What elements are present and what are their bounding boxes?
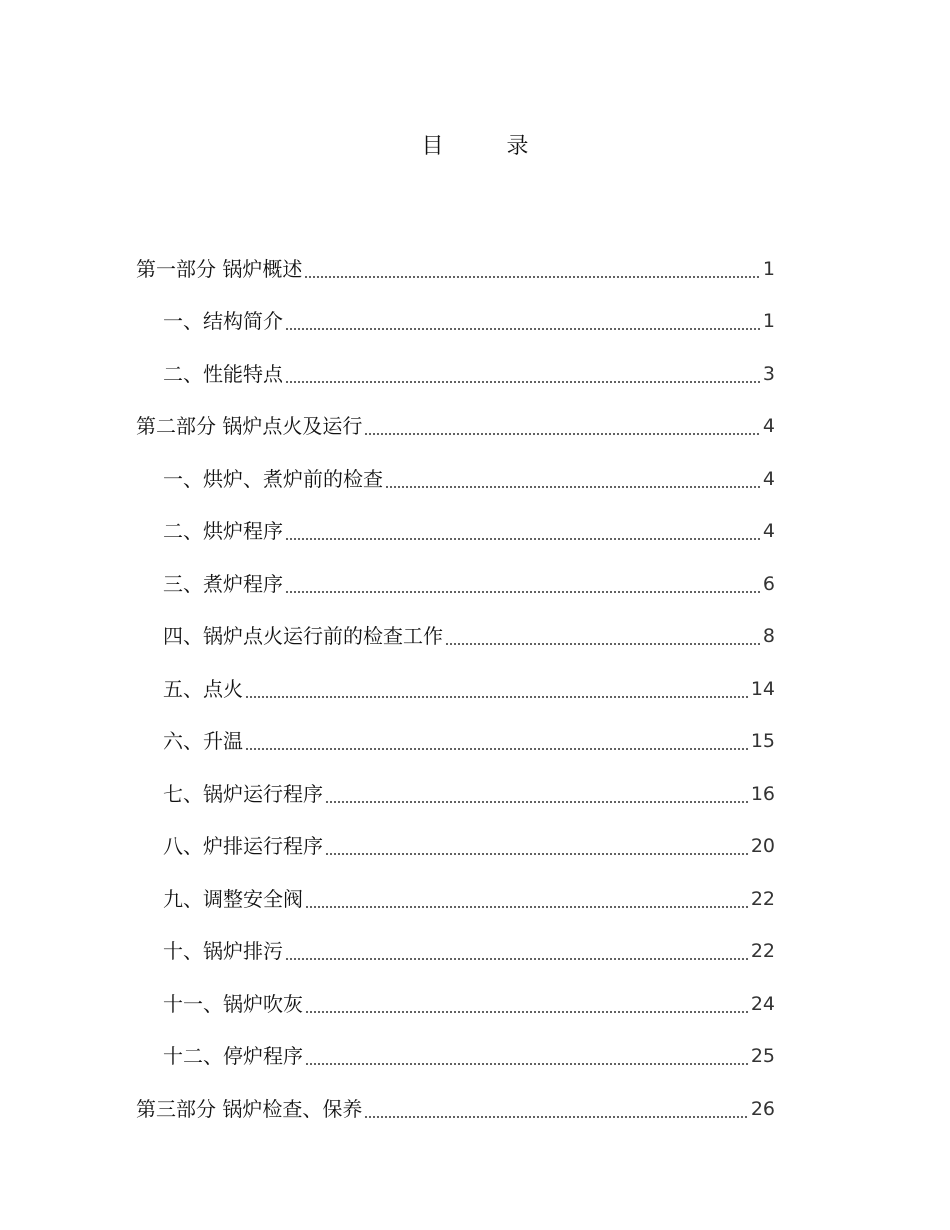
toc-entry[interactable] bbox=[136, 394, 775, 447]
toc-dot-leader bbox=[304, 276, 761, 278]
toc-dot-leader bbox=[285, 328, 761, 330]
toc-entry-label: 六、升温 bbox=[163, 729, 243, 753]
toc-entry-page: 22 bbox=[750, 887, 775, 910]
toc-dot-leader bbox=[285, 958, 749, 960]
toc-dot-leader bbox=[305, 906, 749, 908]
toc-entry[interactable] bbox=[136, 761, 775, 814]
toc-entry[interactable] bbox=[136, 814, 775, 867]
toc-dot-leader bbox=[364, 433, 761, 435]
toc-entry[interactable] bbox=[136, 1024, 775, 1077]
toc-dot-leader bbox=[305, 1011, 749, 1013]
toc-entry-label: 第二部分 锅炉点火及运行 bbox=[136, 414, 363, 438]
toc-entry[interactable] bbox=[136, 499, 775, 552]
toc-entry-label: 二、烘炉程序 bbox=[163, 519, 283, 543]
toc-entry-label: 五、点火 bbox=[163, 676, 243, 701]
toc-entry-page: 1 bbox=[762, 257, 775, 280]
toc-entry-label: 七、锅炉运行程序 bbox=[163, 781, 323, 806]
toc-dot-leader bbox=[325, 853, 749, 855]
toc-entry-page: 25 bbox=[750, 1045, 775, 1067]
toc-entry[interactable] bbox=[136, 919, 775, 972]
toc-title: 目 录 bbox=[421, 134, 557, 159]
toc-entry-page: 1 bbox=[762, 310, 775, 332]
toc-dot-leader bbox=[364, 1116, 748, 1118]
toc-dot-leader bbox=[245, 696, 749, 698]
toc-entry[interactable] bbox=[136, 971, 775, 1024]
toc-entry-label: 八、炉排运行程序 bbox=[163, 834, 323, 858]
toc-entry-page: 15 bbox=[750, 730, 775, 752]
toc-entry-page: 26 bbox=[750, 1097, 775, 1120]
toc-entry-page: 4 bbox=[762, 415, 775, 437]
toc-entry[interactable] bbox=[136, 289, 775, 342]
toc-entry-label: 十一、锅炉吹灰 bbox=[163, 991, 303, 1016]
toc-entry-label: 十二、停炉程序 bbox=[163, 1044, 303, 1068]
toc-entry-label: 一、烘炉、煮炉前的检查 bbox=[163, 466, 383, 491]
toc-entry[interactable] bbox=[136, 1076, 775, 1129]
toc-entry-page: 4 bbox=[762, 520, 775, 542]
toc-entry-page: 3 bbox=[762, 362, 775, 385]
toc-entry-label: 四、锅炉点火运行前的检查工作 bbox=[163, 624, 443, 648]
toc-dot-leader bbox=[305, 1063, 749, 1065]
toc-entry-page: 20 bbox=[750, 835, 775, 857]
toc-entry-page: 14 bbox=[750, 677, 775, 700]
toc-entry[interactable] bbox=[136, 446, 775, 499]
toc-entry-page: 16 bbox=[750, 782, 775, 805]
toc-entry-label: 一、结构简介 bbox=[163, 309, 283, 333]
toc-entry[interactable] bbox=[136, 236, 775, 289]
toc-entry[interactable] bbox=[136, 656, 775, 709]
toc-dot-leader bbox=[325, 801, 749, 803]
toc-entry-label: 十、锅炉排污 bbox=[163, 939, 283, 963]
toc-dot-leader bbox=[245, 748, 749, 750]
toc-entry[interactable] bbox=[136, 866, 775, 919]
toc-entry-label: 第三部分 锅炉检查、保养 bbox=[136, 1096, 363, 1121]
toc-dot-leader bbox=[445, 643, 761, 645]
toc-entry-page: 24 bbox=[750, 992, 775, 1015]
toc-dot-leader bbox=[285, 591, 761, 593]
toc-list bbox=[136, 236, 775, 1129]
toc-entry-label: 九、调整安全阀 bbox=[163, 886, 303, 911]
toc-entry-label: 二、性能特点 bbox=[163, 361, 283, 386]
toc-entry-page: 8 bbox=[762, 625, 775, 647]
toc-entry[interactable] bbox=[136, 604, 775, 657]
toc-entry-page: 22 bbox=[750, 940, 775, 962]
toc-entry-label: 三、煮炉程序 bbox=[163, 571, 283, 596]
toc-entry-label: 第一部分 锅炉概述 bbox=[136, 256, 303, 281]
toc-entry-page: 4 bbox=[762, 467, 775, 490]
toc-dot-leader bbox=[285, 538, 761, 540]
toc-entry-page: 6 bbox=[762, 572, 775, 595]
toc-entry[interactable] bbox=[136, 551, 775, 604]
toc-entry[interactable] bbox=[136, 709, 775, 762]
toc-dot-leader bbox=[285, 381, 761, 383]
toc-entry[interactable] bbox=[136, 341, 775, 394]
toc-dot-leader bbox=[385, 486, 761, 488]
